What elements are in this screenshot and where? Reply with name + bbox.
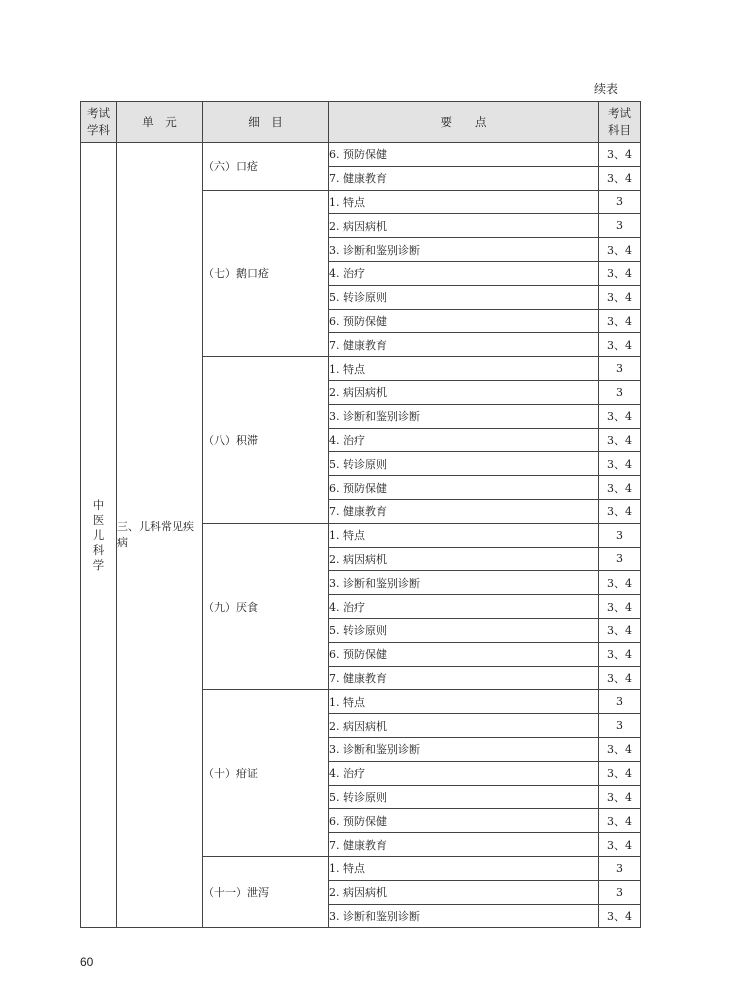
- point-cell: 3. 诊断和鉴别诊断: [329, 571, 599, 595]
- continued-label: 续表: [594, 82, 619, 96]
- point-cell: 5. 转诊原则: [329, 452, 599, 476]
- table-header-row: [81, 102, 641, 143]
- point-cell: 7. 健康教育: [329, 499, 599, 523]
- exam-subject-cell: 3: [599, 714, 641, 738]
- exam-subject-cell: 3、4: [599, 904, 641, 928]
- point-cell: 7. 健康教育: [329, 833, 599, 857]
- point-cell: 4. 治疗: [329, 595, 599, 619]
- exam-subject-cell: 3、4: [599, 785, 641, 809]
- point-cell: 1. 特点: [329, 856, 599, 880]
- exam-subject-cell: 3、4: [599, 642, 641, 666]
- point-cell: 3. 诊断和鉴别诊断: [329, 904, 599, 928]
- point-cell: 3. 诊断和鉴别诊断: [329, 404, 599, 428]
- exam-subject-cell: 3、4: [599, 809, 641, 833]
- point-cell: 4. 治疗: [329, 428, 599, 452]
- point-cell: 6. 预防保健: [329, 642, 599, 666]
- detail-cell: （十一）泄泻: [203, 856, 329, 927]
- table-row: [81, 143, 641, 167]
- exam-subject-cell: 3: [599, 380, 641, 404]
- header-exam-subject: 考试科目: [599, 102, 641, 143]
- exam-subject-cell: 3: [599, 856, 641, 880]
- point-cell: 2. 病因病机: [329, 880, 599, 904]
- exam-subject-cell: 3、4: [599, 595, 641, 619]
- exam-subject-cell: 3、4: [599, 404, 641, 428]
- point-cell: 2. 病因病机: [329, 380, 599, 404]
- point-cell: 6. 预防保健: [329, 809, 599, 833]
- point-cell: 5. 转诊原则: [329, 785, 599, 809]
- detail-cell: （九）厌食: [203, 523, 329, 690]
- exam-subject-cell: 3、4: [599, 428, 641, 452]
- exam-subject-cell: 3、4: [599, 499, 641, 523]
- detail-cell: （七）鹅口疮: [203, 190, 329, 357]
- exam-subject-cell: 3: [599, 880, 641, 904]
- exam-subject-cell: 3、4: [599, 833, 641, 857]
- exam-subject-cell: 3、4: [599, 261, 641, 285]
- exam-subject-cell: 3、4: [599, 166, 641, 190]
- point-cell: 6. 预防保健: [329, 476, 599, 500]
- header-subject: 考试学科: [81, 102, 117, 143]
- point-cell: 7. 健康教育: [329, 666, 599, 690]
- subject-cell: [81, 143, 117, 928]
- detail-cell: （八）积滞: [203, 357, 329, 524]
- exam-subject-cell: 3: [599, 523, 641, 547]
- point-cell: 7. 健康教育: [329, 166, 599, 190]
- exam-subject-cell: 3: [599, 547, 641, 571]
- exam-subject-cell: 3、4: [599, 737, 641, 761]
- point-cell: 1. 特点: [329, 190, 599, 214]
- exam-subject-cell: 3、4: [599, 452, 641, 476]
- detail-cell: （十）疳证: [203, 690, 329, 857]
- exam-subject-cell: 3、4: [599, 666, 641, 690]
- header-points: 要 点: [329, 102, 599, 143]
- point-cell: 6. 预防保健: [329, 143, 599, 167]
- exam-subject-cell: 3: [599, 690, 641, 714]
- exam-subject-cell: 3、4: [599, 333, 641, 357]
- point-cell: 2. 病因病机: [329, 714, 599, 738]
- subject-text: 中医儿科学: [92, 497, 105, 572]
- exam-subject-cell: 3、4: [599, 571, 641, 595]
- table-body: [81, 143, 641, 928]
- exam-subject-cell: 3、4: [599, 618, 641, 642]
- header-detail: 细 目: [203, 102, 329, 143]
- point-cell: 1. 特点: [329, 523, 599, 547]
- point-cell: 7. 健康教育: [329, 333, 599, 357]
- exam-subject-cell: 3、4: [599, 309, 641, 333]
- exam-subject-cell: 3: [599, 357, 641, 381]
- point-cell: 2. 病因病机: [329, 547, 599, 571]
- detail-cell: （六）口疮: [203, 143, 329, 191]
- syllabus-table: [80, 101, 641, 928]
- point-cell: 3. 诊断和鉴别诊断: [329, 737, 599, 761]
- header-unit: 单 元: [117, 102, 203, 143]
- point-cell: 1. 特点: [329, 690, 599, 714]
- unit-cell: 三、儿科常见疾病: [117, 143, 203, 928]
- point-cell: 5. 转诊原则: [329, 285, 599, 309]
- exam-subject-cell: 3、4: [599, 143, 641, 167]
- exam-subject-cell: 3、4: [599, 761, 641, 785]
- exam-subject-cell: 3、4: [599, 238, 641, 262]
- point-cell: 4. 治疗: [329, 261, 599, 285]
- point-cell: 4. 治疗: [329, 761, 599, 785]
- exam-subject-cell: 3、4: [599, 476, 641, 500]
- page-number: 60: [80, 955, 94, 969]
- point-cell: 1. 特点: [329, 357, 599, 381]
- exam-subject-cell: 3: [599, 214, 641, 238]
- exam-subject-cell: 3: [599, 190, 641, 214]
- point-cell: 3. 诊断和鉴别诊断: [329, 238, 599, 262]
- point-cell: 6. 预防保健: [329, 309, 599, 333]
- point-cell: 2. 病因病机: [329, 214, 599, 238]
- point-cell: 5. 转诊原则: [329, 618, 599, 642]
- exam-subject-cell: 3、4: [599, 285, 641, 309]
